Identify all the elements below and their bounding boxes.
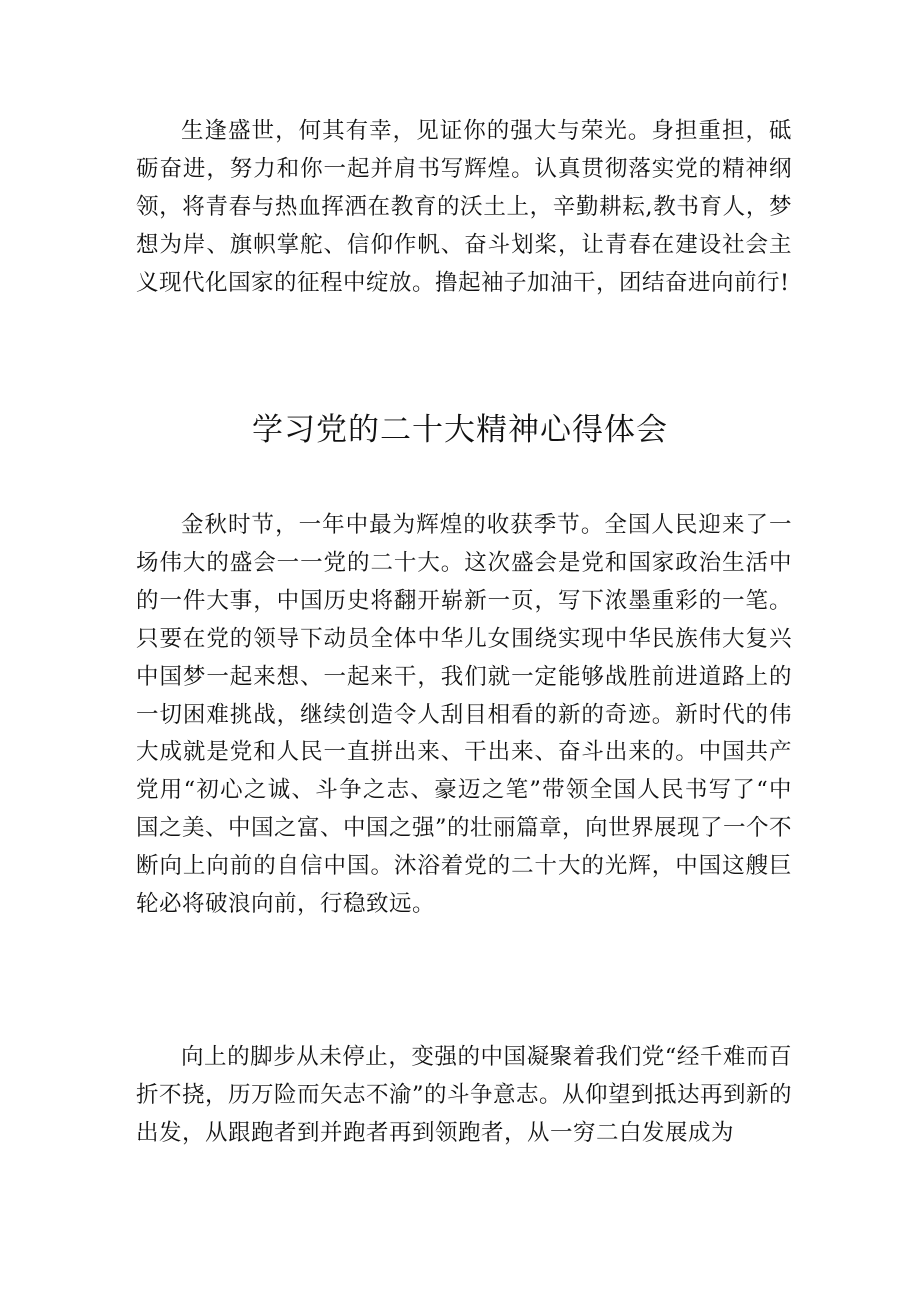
body-paragraph-2: 向上的脚步从未停止，变强的中国凝聚着我们党“经千难而百折不挠，历万险而矢志不渝”的斗争意志。从仰望到抵达再到新的出发，从跟跑者到并跑者再到领跑者，从一穷二白发展成为: [136, 1044, 793, 1146]
body-paragraph-1: 金秋时节，一年中最为辉煌的收获季节。全国人民迎来了一场伟大的盛会一一党的二十大。这次盛会是党和国家政治生活中的一件大事，中国历史将翻开崭新一页，写下浓墨重彩的一笔。只要在党的领导下动员全体中华儿女围绕实现中华民族伟大复兴中国梦一起来想、一起来干，我们就一定能够战胜前进道路上的一切困难挑战，继续创造令人刮目相看的新的奇迹。新时代的伟大成就是党和人民一直拼出来、干出来、奋斗出来的。中国共产党用“初心之诚、斗争之志、豪迈之笔”带领全国人民书写了“中国之美、中国之富、中国之强”的壮丽篇章，向世界展现了一个不断向上向前的自信中国。沐浴着党的二十大的光辉，中国这艘巨轮必将破浪向前，行稳致远。: [136, 512, 793, 918]
intro-paragraph: 生逢盛世，何其有幸，见证你的强大与荣光。身担重担，砥砺奋进，努力和你一起并肩书写辉煌。认真贯彻落实党的精神纲领，将青春与热血挥洒在教育的沃土上，辛勤耕耘,教书育人，梦想为岸、旗帜掌舵、信仰作帆、奋斗划桨，让青春在建设社会主义现代化国家的征程中绽放。撸起袖子加油干，团结奋进向前行!: [136, 118, 792, 296]
essay-title: 学习党的二十大精神心得体会: [252, 412, 668, 448]
